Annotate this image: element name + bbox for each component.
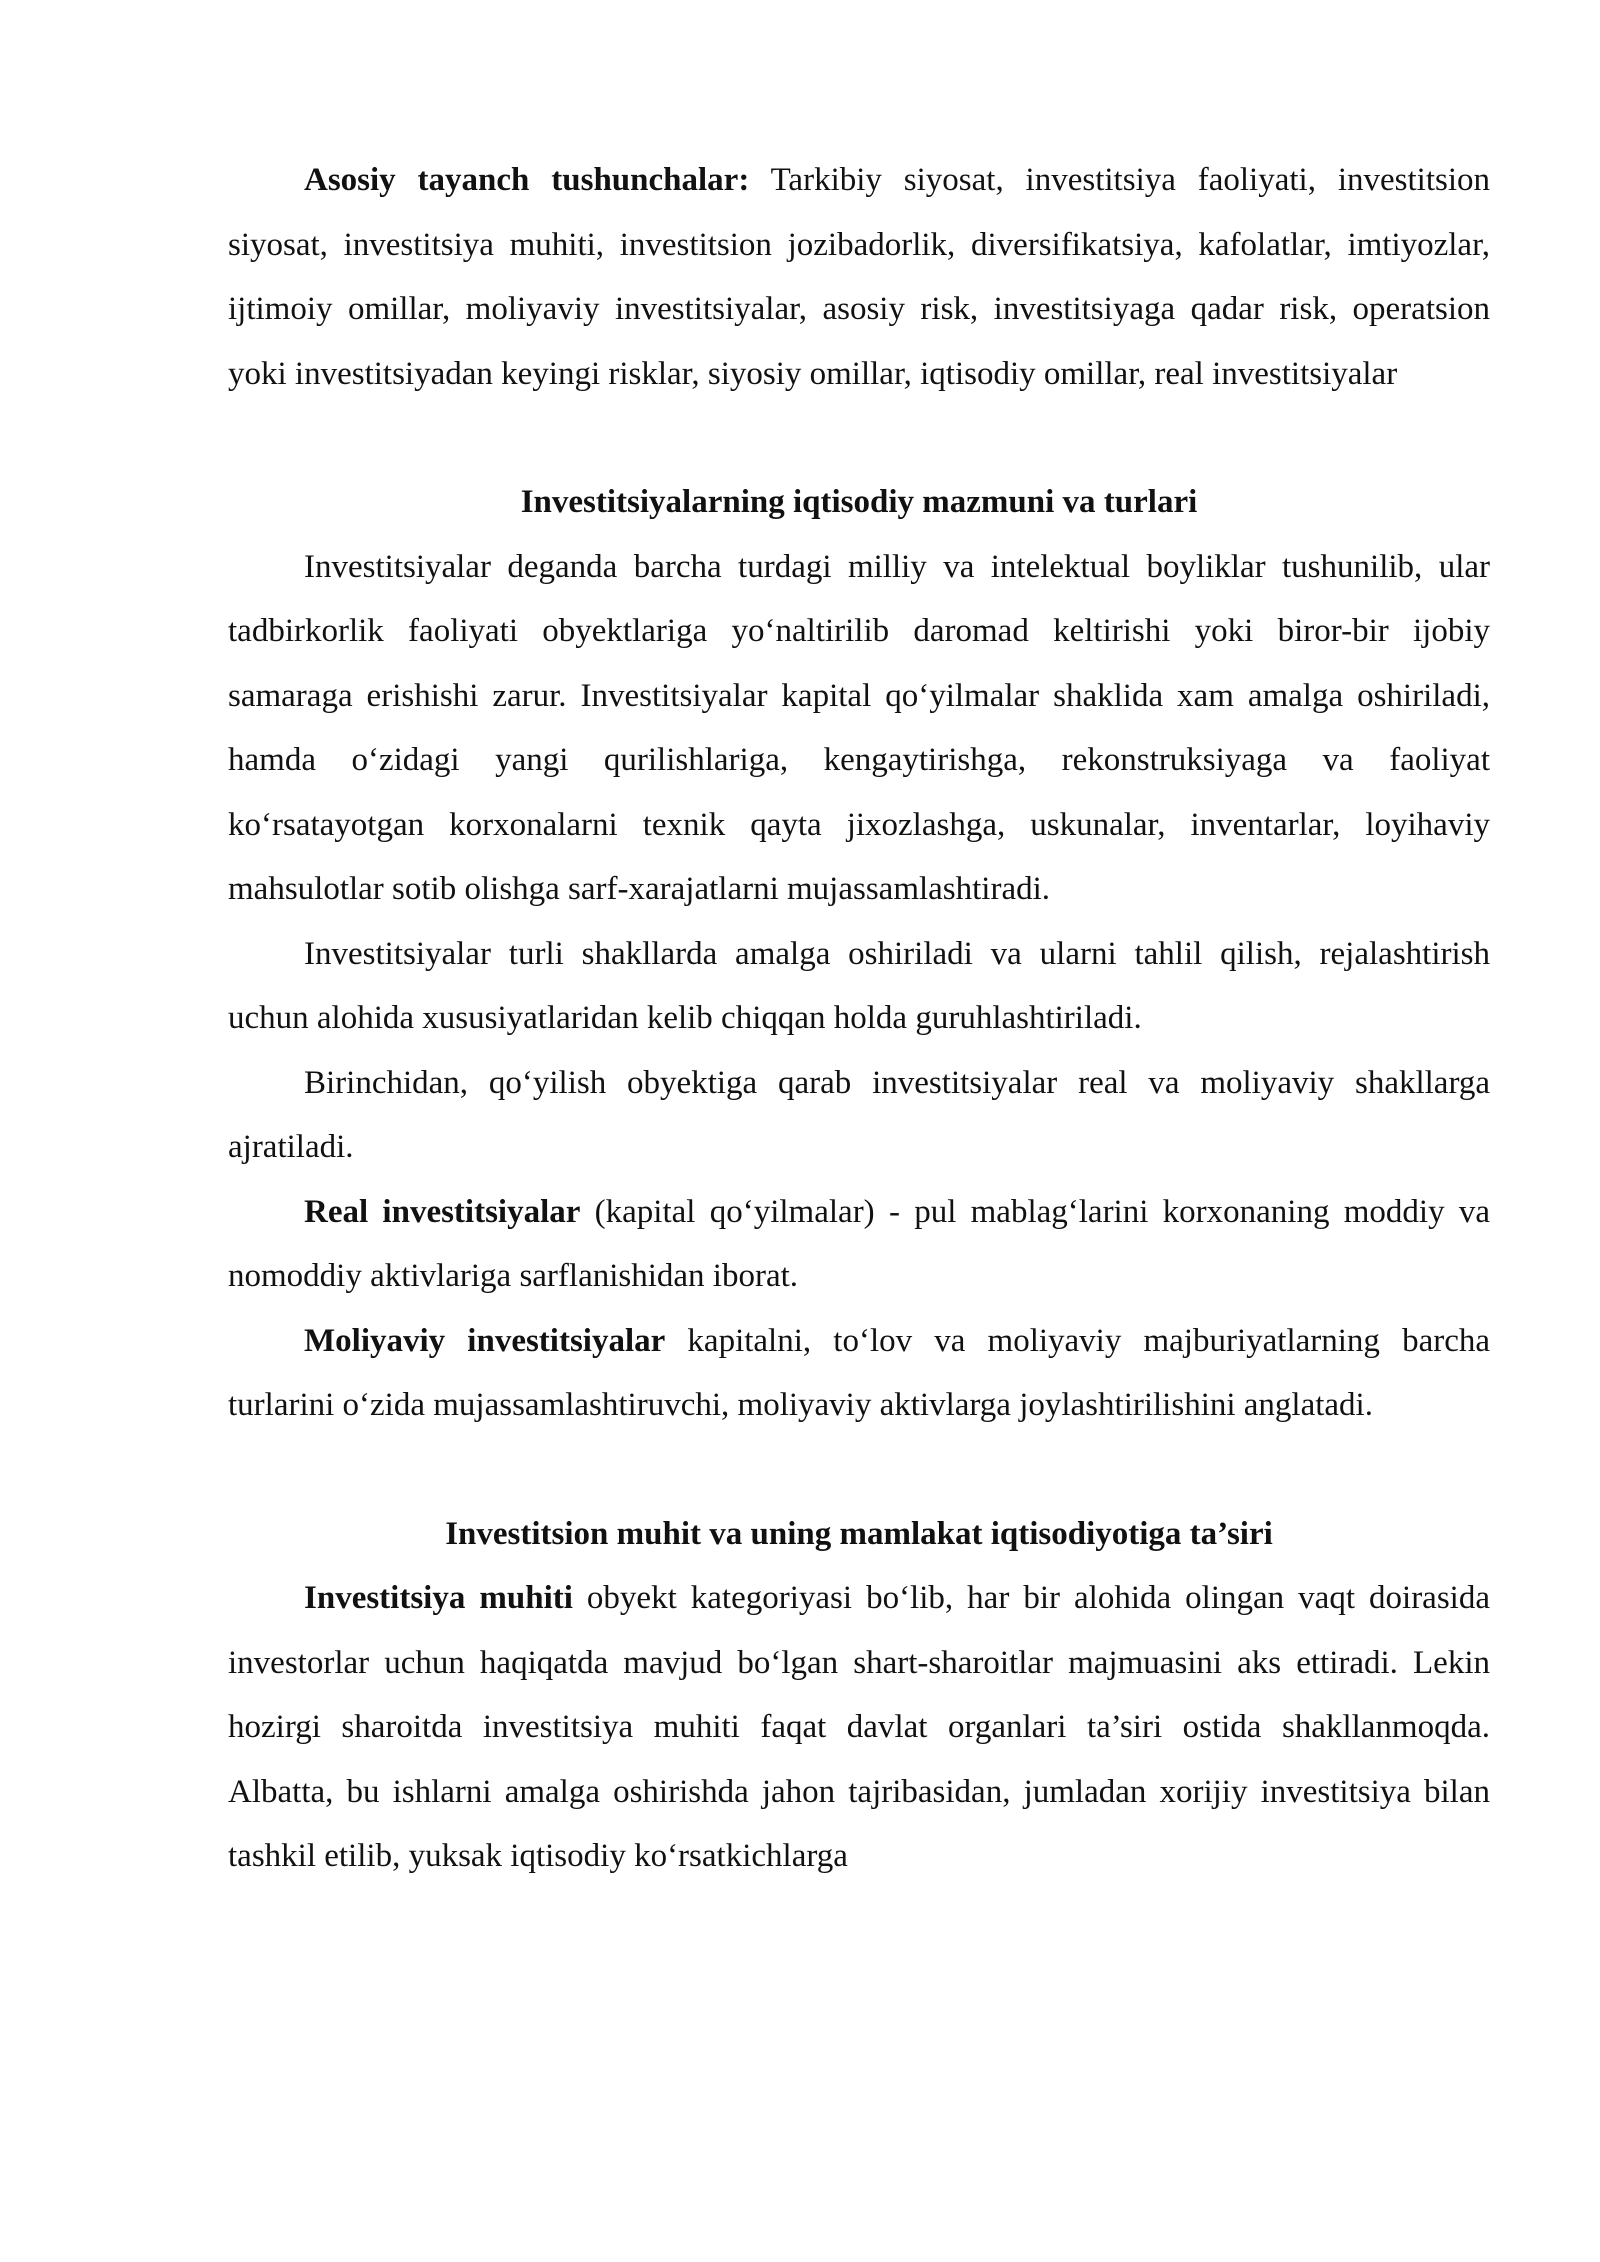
paragraph-investment-climate xyxy=(228,1566,1490,1889)
term-investment-climate: Investitsiya muhiti xyxy=(304,1580,573,1616)
paragraph-financial-investments xyxy=(228,1309,1490,1438)
keywords-paragraph xyxy=(228,148,1490,406)
document-body xyxy=(228,148,1490,1889)
keywords-label: Asosiy tayanch tushunchalar: xyxy=(304,162,750,198)
paragraph-investment-definition: Investitsiyalar deganda barcha turdagi milliy va intelektual boyliklar tushunilib, ular tadbirkorlik faoliyati obyektlariga yo‘naltirilib daromad keltirishi yoki biror-bir ijobiy samaraga erishishi zarur. Investitsiyalar kapital qo‘yilmalar shaklida xam amalga oshiriladi, hamda o‘zidagi yangi qurilishlariga, kengaytirishga, rekonstruksiyaga va faoliyat ko‘rsatayotgan korxonalarni texnik qayta jixozlashga, uskunalar, inventarlar, loyihaviy mahsulotlar sotib olishga sarf-xarajatlarni mujassamlashtiradi. xyxy=(228,548,1490,907)
keywords-text: Tarkibiy siyosat, investitsiya faoliyati, investitsion siyosat, investitsiya muhiti, investitsion jozibadorlik, diversifikatsiya, kafolatlar, imtiyozlar, ijtimoiy omillar, moliyaviy investitsiyalar, asosiy risk, investitsiyaga qadar risk, operatsion yoki investitsiyadan keyingi risklar, siyosiy omillar, iqtisodiy omillar, real investitsiyalar xyxy=(228,162,1490,392)
definition-investment-climate: obyekt kategoriyasi bo‘lib, har bir alohida olingan vaqt doirasida investorlar uchun haqiqatda mavjud bo‘lgan shart-sharoitlar majmuasini aks ettiradi. Lekin hozirgi sharoitda investitsiya muhiti faqat davlat organlari ta’siri ostida shakllanmoqda. Albatta, bu ishlarni amalga oshirishda jahon tajribasidan, jumladan xorijiy investitsiya bilan tashkil etilib, yuksak iqtisodiy ko‘rsatkichlarga xyxy=(228,1580,1490,1874)
definition-real-investments: (kapital qo‘yilmalar) - pul mablag‘larini korxonaning moddiy va nomoddiy aktivlariga sarflanishidan iborat. xyxy=(228,1193,1490,1294)
section-heading-investment-climate: Investitsion muhit va uning mamlakat iqtisodiyotiga ta’siri xyxy=(445,1515,1273,1552)
paragraph-investment-forms: Investitsiyalar turli shakllarda amalga oshiriladi va ularni tahlil qilish, rejalashtirish uchun alohida xususiyatlaridan kelib chiqqan holda guruhlashtiriladi. xyxy=(228,935,1490,1036)
section-heading-investment-types: Investitsiyalarning iqtisodiy mazmuni va turlari xyxy=(520,484,1198,520)
definition-financial-investments: kapitalni, to‘lov va moliyaviy majburiyatlarning barcha turlarini o‘zida mujassamlashtiruvchi, moliyaviy aktivlarga joylashtirilishini anglatadi. xyxy=(228,1322,1490,1423)
term-real-investments: Real investitsiyalar xyxy=(304,1193,581,1230)
term-financial-investments: Moliyaviy investitsiyalar xyxy=(304,1322,666,1359)
paragraph-real-investments xyxy=(228,1180,1490,1309)
paragraph-investment-classification: Birinchidan, qo‘yilish obyektiga qarab investitsiyalar real va moliyaviy shakllarga ajratiladi. xyxy=(228,1064,1490,1165)
